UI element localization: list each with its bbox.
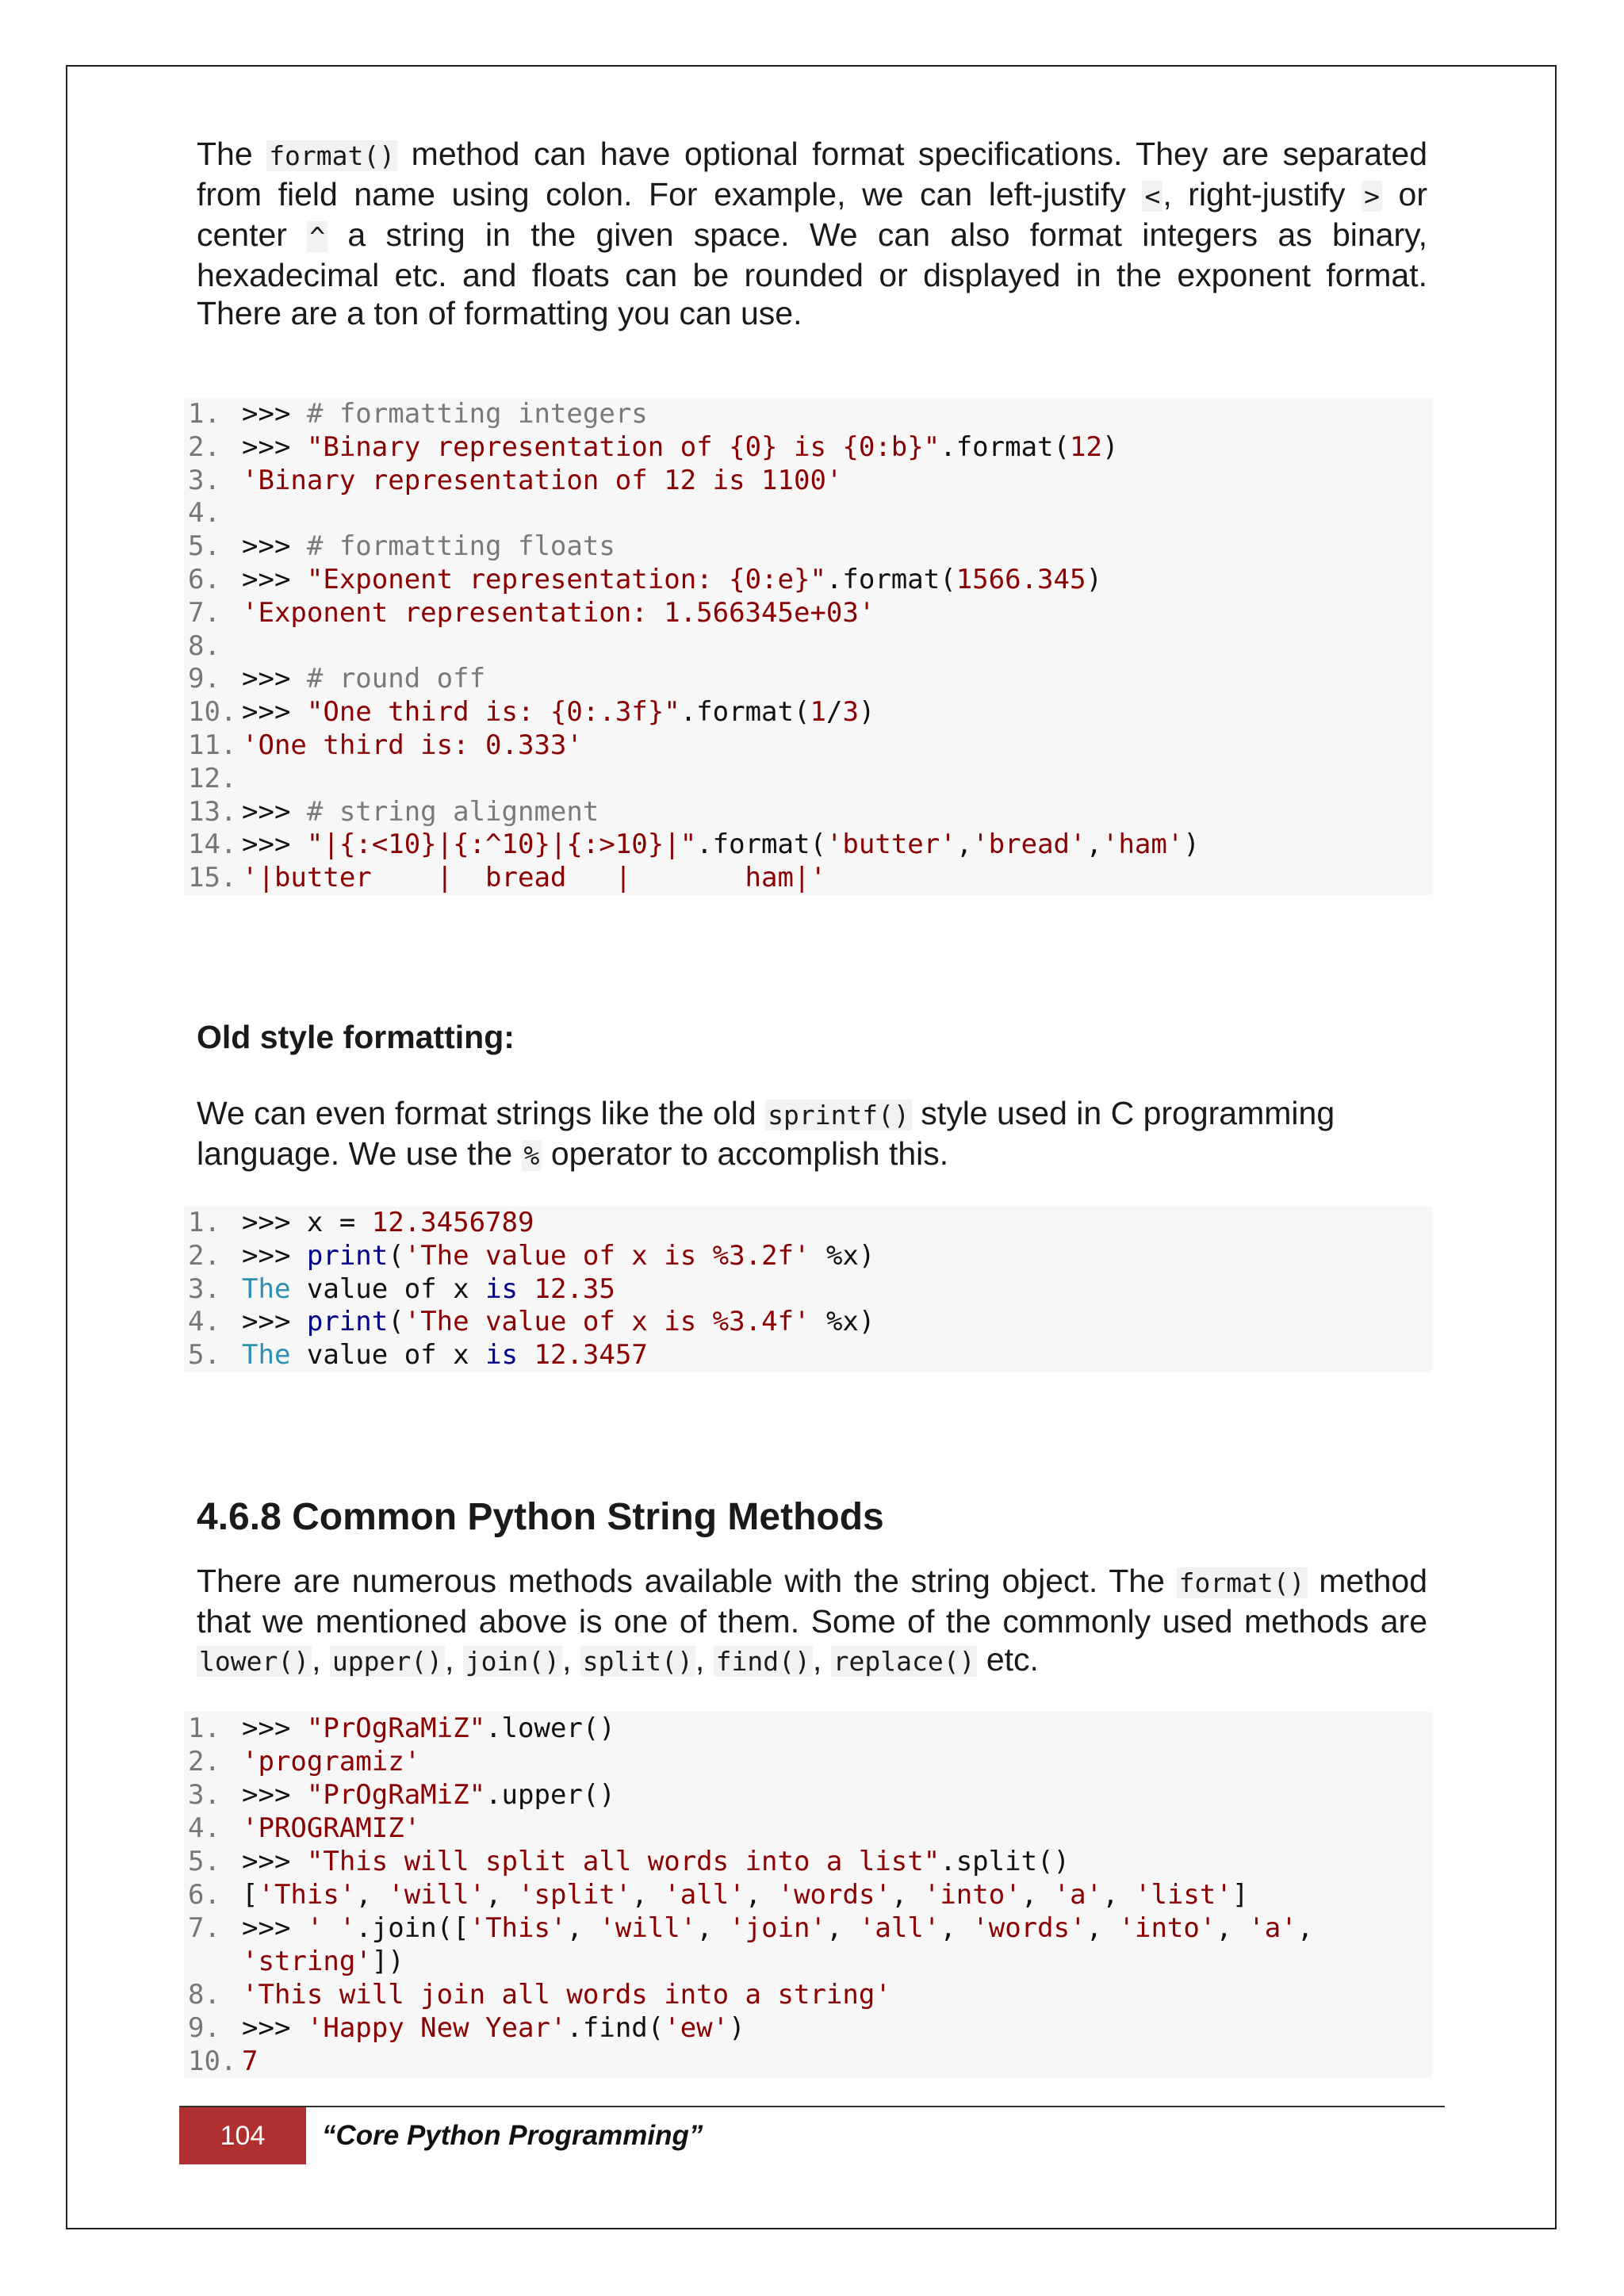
line-number: 14. — [188, 828, 237, 861]
code-token: ( — [388, 1239, 404, 1272]
code-token: '|butter | bread | ham|' — [242, 862, 826, 894]
code-token: >>> x = — [242, 1207, 372, 1238]
code-token: >>> — [242, 663, 307, 695]
code-line — [184, 696, 1432, 729]
code-text — [242, 1339, 648, 1372]
code-token: 'This' — [258, 1879, 356, 1911]
code-token: 'string' — [242, 1946, 372, 1977]
code-text — [242, 663, 485, 696]
code-text — [242, 530, 615, 564]
code-text — [242, 1273, 615, 1307]
code-token: 'bread' — [972, 828, 1086, 861]
code-token: >>> — [242, 1306, 307, 1338]
code-token: 'split' — [518, 1879, 632, 1911]
code-line — [184, 1845, 1432, 1878]
line-number: 10. — [188, 696, 237, 729]
code-token: .lower() — [485, 1712, 615, 1744]
code-token: / — [825, 696, 843, 729]
code-token: , — [696, 1912, 730, 1944]
code-token: .format( — [696, 828, 826, 861]
code-text — [242, 862, 826, 895]
code-token: >>> — [242, 398, 307, 430]
code-token: , — [355, 1879, 389, 1911]
code-token: is — [485, 1272, 519, 1305]
code-text — [242, 828, 1200, 862]
section-heading: 4.6.8 Common Python String Methods — [197, 1496, 884, 1538]
code-text — [242, 1978, 891, 2011]
intro-paragraph: The format() method can have optional format specifications. They are separated from field name using colon. For example, we can left-justify <, right-justify > or center ^ a string in the given space. We can also format integers as binary, hexadecimal etc. and floats can be rounded or displayed in the exponent format. There are a ton of formatting you can use. — [197, 136, 1427, 331]
code-line — [184, 2011, 1432, 2045]
code-line — [184, 663, 1432, 696]
code-token: .join([ — [355, 1912, 469, 1944]
line-number: 9. — [188, 2012, 220, 2044]
code-line — [184, 597, 1432, 630]
code-token: 12 — [1069, 430, 1102, 463]
line-number: 6. — [188, 1879, 220, 1911]
code-line — [184, 1911, 1432, 1978]
code-token: ) — [858, 696, 875, 729]
code-block-string-methods — [184, 1712, 1432, 2078]
code-token: , — [956, 828, 973, 861]
code-token: 1 — [810, 696, 826, 729]
code-token: "One third is: {0:.3f}" — [306, 696, 680, 729]
line-number: 11. — [188, 729, 237, 761]
code-token: >>> — [242, 828, 307, 861]
code-token: , — [485, 1879, 519, 1911]
code-token: , — [826, 1912, 859, 1944]
code-token: .split() — [940, 1846, 1070, 1877]
code-text — [242, 398, 648, 431]
line-number: 3. — [188, 1779, 220, 1811]
code-token — [518, 1339, 534, 1371]
string-methods-paragraph: There are numerous methods available with the string object. The format() method that we mentioned above is one of them. Some of the commonly used methods are lower(), upper(), join(), split(), find(), replace() etc. — [197, 1563, 1427, 1678]
code-token: is — [485, 1339, 519, 1372]
code-token: print — [306, 1306, 389, 1338]
code-token: , — [745, 1879, 778, 1911]
code-token: >>> — [242, 2012, 307, 2044]
code-token: %x) — [810, 1239, 875, 1272]
code-token: # round off — [306, 663, 486, 695]
code-text — [242, 465, 842, 498]
code-token: , — [566, 1912, 599, 1944]
code-block-old-style — [184, 1207, 1432, 1372]
line-number: 12. — [188, 762, 237, 794]
code-token: , — [1102, 1879, 1136, 1911]
code-token: 'butter' — [825, 828, 956, 861]
code-token: 'This will join all words into a string' — [242, 1979, 891, 2011]
code-line — [184, 1712, 1432, 1745]
line-number: 13. — [188, 795, 237, 828]
code-line — [184, 530, 1432, 564]
code-token: >>> — [242, 1779, 307, 1811]
subheading-old-style: Old style formatting: — [197, 1019, 515, 1055]
line-number: 8. — [188, 629, 220, 662]
page-number: 104 — [179, 2107, 306, 2164]
code-token: , — [631, 1879, 665, 1911]
code-token: 'will' — [599, 1912, 697, 1944]
code-line — [184, 564, 1432, 597]
code-line — [184, 465, 1432, 498]
code-text — [242, 2045, 258, 2078]
code-text — [242, 796, 599, 829]
line-number: 7. — [188, 1912, 220, 1944]
line-number: 9. — [188, 663, 220, 695]
code-token: ]) — [371, 1946, 404, 1977]
code-token: "This will split all words into a list" — [306, 1846, 940, 1877]
code-line — [184, 1778, 1432, 1812]
line-number: 3. — [188, 464, 220, 496]
code-token: .find( — [566, 2012, 665, 2044]
code-text — [242, 597, 875, 630]
line-number: 1. — [188, 1712, 220, 1744]
code-line — [184, 1207, 1432, 1240]
code-token: value of x — [290, 1339, 486, 1372]
code-token: 'Exponent representation: 1.566345e+03' — [242, 596, 875, 629]
code-token: 12.3457 — [534, 1339, 648, 1372]
code-token: 12.3456789 — [371, 1207, 534, 1238]
code-token: ) — [1183, 828, 1200, 861]
code-token: "PrOgRaMiZ" — [306, 1779, 486, 1811]
code-token: , — [1086, 1912, 1119, 1944]
old-style-paragraph: We can even format strings like the old sprintf() style used in C programming language. We use the % operator to accomplish this. — [197, 1095, 1335, 1172]
code-token: ) — [1086, 563, 1102, 595]
code-text — [242, 1778, 615, 1812]
line-number: 7. — [188, 596, 220, 629]
code-line — [184, 862, 1432, 895]
code-token: .upper() — [485, 1779, 615, 1811]
code-token: , — [940, 1912, 973, 1944]
line-number: 2. — [188, 1746, 220, 1777]
code-token: The — [242, 1339, 291, 1372]
line-number: 2. — [188, 430, 220, 463]
code-token: 'One third is: 0.333' — [242, 729, 583, 761]
code-text — [242, 1712, 615, 1745]
code-token: 'ham' — [1101, 828, 1184, 861]
code-token: "Binary representation of {0} is {0:b}" — [306, 430, 940, 463]
code-line — [184, 1306, 1432, 1339]
code-token: 'Happy New Year' — [306, 2012, 567, 2044]
line-number: 6. — [188, 563, 220, 595]
code-token: The — [242, 1272, 291, 1305]
code-line — [184, 630, 1432, 664]
code-text — [242, 1745, 420, 1778]
code-token: ) — [1101, 430, 1119, 463]
code-token: "PrOgRaMiZ" — [306, 1712, 486, 1744]
line-number: 15. — [188, 862, 237, 894]
code-text — [242, 1240, 875, 1273]
code-token: 'Binary representation of 12 is 1100' — [242, 464, 843, 496]
code-token: [ — [242, 1879, 259, 1911]
code-token: 'list' — [1135, 1879, 1232, 1911]
code-token: 12.35 — [534, 1272, 615, 1305]
code-token: 'a' — [1053, 1879, 1103, 1911]
code-token: 'words' — [972, 1912, 1086, 1944]
code-line — [184, 1745, 1432, 1778]
code-token: 'The value of x is %3.4f' — [404, 1306, 810, 1338]
code-token: >>> — [242, 563, 307, 595]
line-number: 1. — [188, 1207, 220, 1238]
code-token: 'PROGRAMIZ' — [242, 1812, 421, 1844]
code-token: , — [1297, 1912, 1330, 1944]
code-line — [184, 497, 1432, 530]
code-line — [184, 2045, 1432, 2078]
code-token: 1566.345 — [956, 563, 1086, 595]
code-line — [184, 729, 1432, 763]
code-text — [242, 2011, 745, 2045]
code-line — [184, 796, 1432, 829]
line-number: 5. — [188, 1339, 220, 1372]
code-token — [518, 1273, 534, 1305]
code-token: 3 — [842, 696, 859, 729]
code-token: 'words' — [777, 1879, 891, 1911]
code-text — [242, 1878, 1248, 1911]
code-token: .format( — [825, 563, 956, 595]
code-token: >>> — [242, 430, 307, 463]
line-number: 5. — [188, 1846, 220, 1877]
code-token: # formatting integers — [306, 398, 648, 430]
code-token: "|{:<10}|{:^10}|{:>10}|" — [306, 828, 697, 861]
code-token: %x) — [810, 1306, 875, 1338]
code-text — [242, 696, 875, 729]
code-token: >>> — [242, 1239, 307, 1272]
code-token: print — [306, 1239, 389, 1272]
code-line — [184, 828, 1432, 862]
code-token: >>> — [242, 1912, 307, 1944]
code-token: 'ew' — [664, 2012, 730, 2044]
line-number: 5. — [188, 530, 220, 563]
code-line — [184, 398, 1432, 431]
code-token: # formatting floats — [306, 530, 615, 563]
code-line — [184, 1878, 1432, 1911]
code-token: >>> — [242, 530, 307, 563]
code-token: >>> — [242, 696, 307, 729]
code-token: ( — [388, 1306, 404, 1338]
code-token: ) — [729, 2012, 745, 2044]
code-token: 'all' — [664, 1879, 745, 1911]
code-token: "Exponent representation: {0:e}" — [306, 563, 826, 595]
code-text — [242, 564, 1102, 597]
code-token: >>> — [242, 795, 307, 828]
code-token: , — [1086, 828, 1102, 861]
code-token: 'The value of x is %3.2f' — [404, 1239, 810, 1272]
code-token: >>> — [242, 1846, 307, 1877]
code-line — [184, 1273, 1432, 1307]
code-line — [184, 1339, 1432, 1372]
code-text — [242, 1911, 1432, 1978]
line-number: 3. — [188, 1272, 220, 1305]
line-number: 4. — [188, 1306, 220, 1338]
code-line — [184, 1240, 1432, 1273]
code-line — [184, 1812, 1432, 1845]
line-number: 8. — [188, 1979, 220, 2011]
code-text — [242, 431, 1118, 465]
line-number: 4. — [188, 1812, 220, 1844]
code-token: 'will' — [388, 1879, 486, 1911]
line-number: 2. — [188, 1239, 220, 1272]
code-line — [184, 1978, 1432, 2011]
line-number: 1. — [188, 398, 220, 430]
code-token: .format( — [680, 696, 810, 729]
code-token: ] — [1231, 1879, 1249, 1911]
code-text — [242, 1845, 1070, 1878]
line-number: 10. — [188, 2045, 237, 2077]
book-title: “Core Python Programming” — [322, 2120, 703, 2151]
code-token: .format( — [940, 430, 1070, 463]
code-token: 'This' — [469, 1912, 567, 1944]
code-token: >>> — [242, 1712, 307, 1744]
code-token: ' ' — [306, 1912, 356, 1944]
code-token: , — [1021, 1879, 1054, 1911]
code-token: 'all' — [858, 1912, 940, 1944]
code-text — [242, 1812, 420, 1845]
code-token: 7 — [242, 2045, 259, 2077]
code-token: # string alignment — [306, 795, 599, 828]
code-block-format — [184, 398, 1432, 895]
code-token: 'into' — [923, 1879, 1021, 1911]
code-token: value of x — [290, 1272, 486, 1305]
code-token: 'a' — [1248, 1912, 1297, 1944]
code-token: , — [1216, 1912, 1249, 1944]
code-text — [242, 729, 583, 763]
code-line — [184, 431, 1432, 465]
code-token: , — [891, 1879, 924, 1911]
code-text — [242, 1306, 875, 1339]
code-line — [184, 763, 1432, 796]
code-text — [242, 1207, 534, 1240]
code-token: 'into' — [1118, 1912, 1216, 1944]
line-number: 4. — [188, 497, 220, 530]
code-token: 'programiz' — [242, 1746, 421, 1777]
code-token: 'join' — [729, 1912, 826, 1944]
